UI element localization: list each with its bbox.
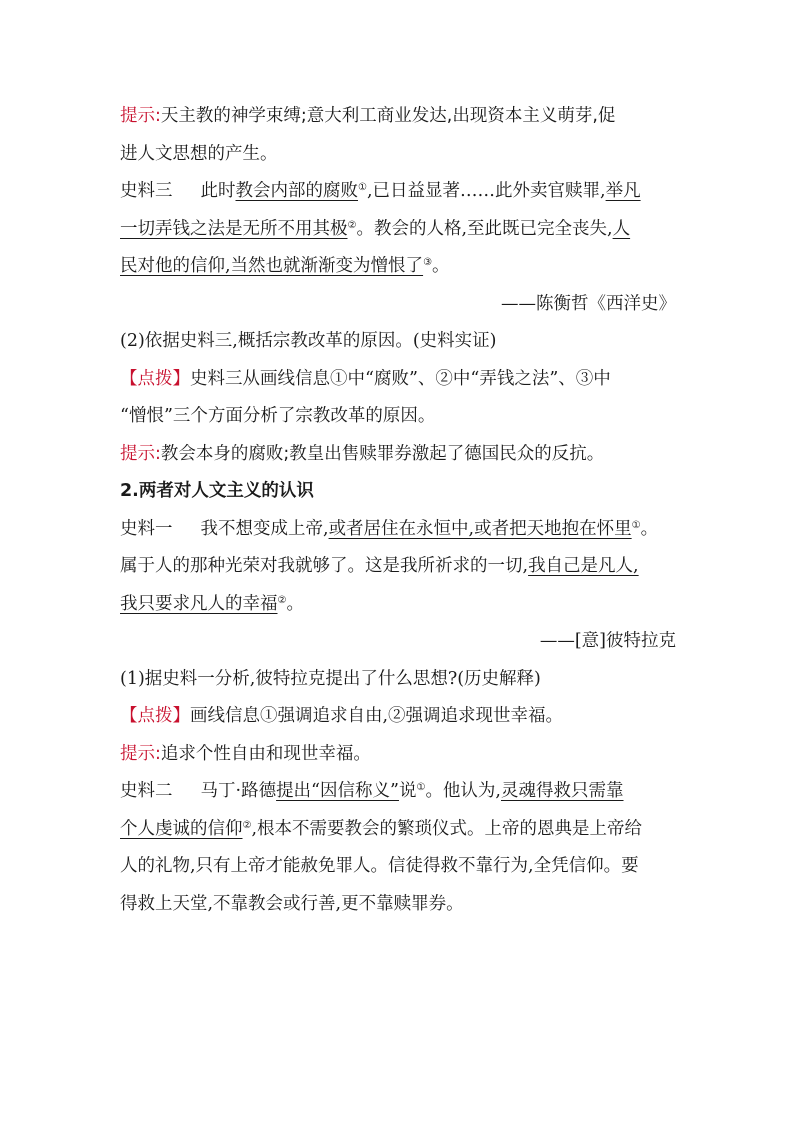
footnote-mark: ①: [358, 182, 367, 193]
tip-line: [120, 436, 676, 474]
note-label: 【点拨】: [120, 368, 190, 389]
source-two-line-1: [120, 773, 676, 811]
tip-text: 进人文思想的产生。: [120, 143, 278, 164]
source-text: 。教会的人格,至此既已完全丧失,: [356, 218, 613, 239]
note-text: 史料三从画线信息①中“腐败”、②中“弄钱之法”、③中: [190, 368, 611, 389]
tip-line-continued: [120, 136, 676, 174]
tip-label: 提示:: [120, 443, 161, 464]
section-heading: 2.两者对人文主义的认识: [120, 481, 314, 501]
citation: ——[意]彼特拉克: [539, 631, 676, 651]
source-text: 。: [286, 593, 304, 614]
tip-text: 天主教的神学束缚;意大利工商业发达,出现资本主义萌芽,促: [160, 106, 616, 126]
underlined-text: 灵魂得救只需靠: [501, 781, 624, 801]
question: (2)依据史料三,概括宗教改革的原因。(史料实证): [120, 331, 497, 351]
tip-text: 追求个性自由和现世幸福。: [160, 743, 371, 764]
underlined-text: 个人虔诚的信仰: [120, 818, 243, 839]
note-line: [120, 361, 676, 399]
source-label: 史料二: [120, 781, 173, 801]
note-text: “憎恨”三个方面分析了宗教改革的原因。: [120, 406, 436, 426]
source-three-line-1: [120, 173, 676, 211]
source-text: ,已日益显著……此外卖官赎罪,: [366, 181, 606, 201]
footnote-mark: ①: [631, 519, 641, 531]
underlined-text: 举凡: [605, 181, 641, 201]
question: (1)据史料一分析,彼特拉克提出了什么思想?(历史解释): [120, 668, 541, 689]
underlined-text: 民对他的信仰,当然也就渐渐变为憎恨了: [120, 256, 424, 276]
underlined-text: 人: [612, 218, 631, 239]
tip-line: [120, 736, 676, 774]
source-three-line-2: [120, 211, 676, 249]
underlined-text: 教会内部的腐败: [235, 181, 358, 201]
underlined-text: 提出“因信称义”: [276, 781, 399, 801]
source-three-line-3: [120, 248, 676, 286]
source-text: 。: [432, 256, 450, 276]
tip-label: 提示:: [120, 106, 161, 126]
tip-line: [120, 98, 676, 136]
source-text: 我不想变成上帝,: [200, 518, 329, 539]
source-text: 马丁·路德: [200, 781, 277, 801]
source-text: 。他认为,: [425, 781, 501, 801]
source-two-line-2: [120, 811, 676, 849]
note-text: 画线信息①强调追求自由,②强调追求现世幸福。: [190, 706, 564, 726]
source-one-line-2: [120, 548, 676, 586]
tip-label: 提示:: [120, 743, 161, 764]
source-two-line-4: 得救上天堂,不靠教会或行善,更不靠赎罪券。: [120, 893, 464, 914]
footnote-mark: ②: [242, 819, 252, 831]
footnote-mark: ②: [347, 219, 357, 231]
source-label: 史料三: [120, 181, 173, 201]
footnote-mark: ③: [423, 257, 433, 268]
source-one-line-1: [120, 511, 676, 549]
underlined-text: 我自己是凡人,: [528, 556, 639, 576]
tip-text: 教会本身的腐败;教皇出售赎罪券激起了德国民众的反抗。: [160, 443, 605, 464]
underlined-text: 我只要求凡人的幸福: [120, 593, 278, 614]
source-one-line-3: [120, 586, 676, 624]
source-text: 此时: [200, 181, 236, 201]
citation: ——陈衡哲《西洋史》: [501, 293, 676, 314]
footnote-mark: ②: [277, 594, 287, 606]
note-label: 【点拨】: [120, 706, 190, 726]
note-line-continued: [120, 398, 676, 436]
underlined-text: 一切弄钱之法是无所不用其极: [120, 218, 348, 239]
document-body: [120, 98, 676, 923]
source-text: 属于人的那种光荣对我就够了。这是我所祈求的一切,: [120, 556, 529, 576]
note-line: [120, 698, 676, 736]
source-text: 。: [640, 518, 659, 539]
footnote-mark: ①: [416, 782, 426, 793]
source-text: ,根本不需要教会的繁琐仪式。上帝的恩典是上帝给: [251, 818, 643, 839]
source-label: 史料一: [120, 518, 173, 539]
underlined-text: 或者居住在永恒中,或者把天地抱在怀里: [328, 518, 632, 539]
source-text: 说: [398, 781, 417, 801]
source-two-line-3: 人的礼物,只有上帝才能赦免罪人。信徒得救不靠行为,全凭信仰。要: [120, 856, 639, 876]
